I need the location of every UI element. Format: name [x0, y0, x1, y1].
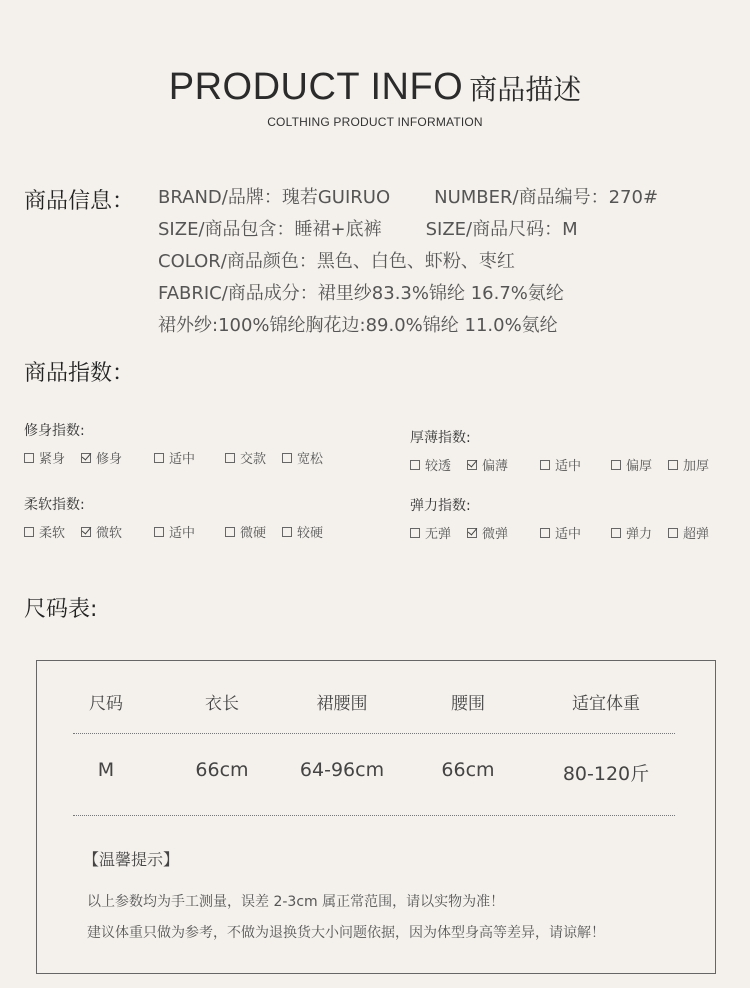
product-index-label: 商品指数：	[24, 361, 135, 386]
size-chart-table	[36, 660, 716, 974]
value-weight: 80-120斤	[562, 763, 650, 785]
product-info-label: 商品信息：	[24, 189, 135, 214]
index-option[interactable]: 偏薄	[467, 455, 540, 474]
index-title: 弹力指数:	[410, 498, 471, 514]
index-option[interactable]: 紧身	[24, 448, 81, 467]
header-waist: 腰围	[451, 694, 485, 714]
index-title: 柔软指数:	[24, 497, 85, 513]
index-group-elasticity	[410, 495, 709, 542]
index-option[interactable]: 适中	[540, 523, 611, 542]
checkbox-icon	[225, 527, 235, 537]
checkbox-icon	[611, 460, 621, 470]
index-option[interactable]: 超弹	[668, 523, 709, 542]
header-skirt-waist: 裙腰围	[316, 694, 368, 714]
header-size: 尺码	[89, 694, 123, 714]
index-option[interactable]: 适中	[540, 455, 611, 474]
index-option[interactable]: 宽松	[282, 448, 323, 467]
index-option[interactable]: 微硬	[225, 522, 282, 541]
size-chart-label: 尺码表:	[24, 597, 98, 622]
info-row	[158, 214, 658, 246]
checkbox-checked-icon	[81, 453, 91, 463]
info-row	[158, 182, 658, 214]
index-option[interactable]: 微弹	[467, 523, 540, 542]
index-options	[410, 523, 709, 542]
checkbox-checked-icon	[81, 527, 91, 537]
index-group-softness	[24, 494, 323, 541]
info-row	[158, 310, 658, 342]
checkbox-icon	[668, 460, 678, 470]
title-cn: 商品描述	[469, 73, 582, 106]
checkbox-icon	[410, 528, 420, 538]
checkbox-icon	[225, 453, 235, 463]
checkbox-icon	[282, 527, 292, 537]
subtitle: COLTHING PRODUCT INFORMATION	[267, 115, 483, 129]
index-option[interactable]: 较透	[410, 455, 467, 474]
index-group-thickness	[410, 427, 709, 474]
index-option[interactable]: 交款	[225, 448, 282, 467]
divider	[73, 815, 675, 816]
index-option[interactable]: 适中	[154, 522, 225, 541]
index-option[interactable]: 修身	[81, 448, 154, 467]
checkbox-icon	[540, 528, 550, 538]
product-info	[158, 182, 658, 342]
index-options	[24, 522, 323, 541]
checkbox-icon	[282, 453, 292, 463]
index-title: 厚薄指数:	[410, 430, 471, 446]
checkbox-icon	[540, 460, 550, 470]
index-option[interactable]: 较硬	[282, 522, 323, 541]
info-number: NUMBER/商品编号：270#	[434, 187, 659, 208]
checkbox-icon	[24, 527, 34, 537]
info-row	[158, 246, 658, 278]
index-option[interactable]: 微软	[81, 522, 154, 541]
index-option[interactable]: 加厚	[668, 455, 709, 474]
checkbox-icon	[24, 453, 34, 463]
checkbox-checked-icon	[467, 460, 477, 470]
value-waist: 66cm	[441, 759, 495, 781]
info-size-includes: SIZE/商品包含：睡裙+底裤	[158, 219, 382, 240]
value-skirt-waist: 64-96cm	[299, 759, 385, 781]
value-length: 66cm	[195, 759, 249, 781]
value-size: M	[97, 759, 115, 781]
index-option[interactable]: 无弹	[410, 523, 467, 542]
index-title: 修身指数:	[24, 423, 85, 439]
info-size: SIZE/商品尺码：M	[425, 219, 578, 240]
index-group-fit	[24, 420, 323, 467]
info-fabric-outer: 裙外纱:100%锦纶胸花边:89.0%锦纶 11.0%氨纶	[158, 315, 558, 336]
tip-line: 以上参数均为手工测量，误差 2-3cm 属正常范围，请以实物为准！	[87, 894, 505, 910]
info-fabric: FABRIC/商品成分：裙里纱83.3%锦纶 16.7%氨纶	[158, 283, 564, 304]
tip-line: 建议体重只做为参考，不做为退换货大小问题依据，因为体型身高等差异，请谅解！	[87, 925, 605, 941]
checkbox-checked-icon	[467, 528, 477, 538]
header-length: 衣长	[205, 694, 239, 714]
page-header	[0, 66, 750, 129]
divider	[73, 733, 675, 734]
index-option[interactable]: 柔软	[24, 522, 81, 541]
checkbox-icon	[410, 460, 420, 470]
index-option[interactable]: 偏厚	[611, 455, 668, 474]
checkbox-icon	[611, 528, 621, 538]
title-line	[0, 66, 750, 109]
info-row	[158, 278, 658, 310]
info-brand: BRAND/品牌：瑰若GUIRUO	[158, 187, 391, 208]
index-option[interactable]: 弹力	[611, 523, 668, 542]
index-option[interactable]: 适中	[154, 448, 225, 467]
checkbox-icon	[154, 453, 164, 463]
tip-title: 【温馨提示】	[83, 850, 180, 869]
index-options	[24, 448, 323, 467]
title-en: PRODUCT INFO	[168, 66, 464, 108]
index-options	[410, 455, 709, 474]
checkbox-icon	[668, 528, 678, 538]
checkbox-icon	[154, 527, 164, 537]
info-color: COLOR/商品颜色：黑色、白色、虾粉、枣红	[158, 251, 515, 272]
header-weight: 适宜体重	[572, 694, 640, 714]
